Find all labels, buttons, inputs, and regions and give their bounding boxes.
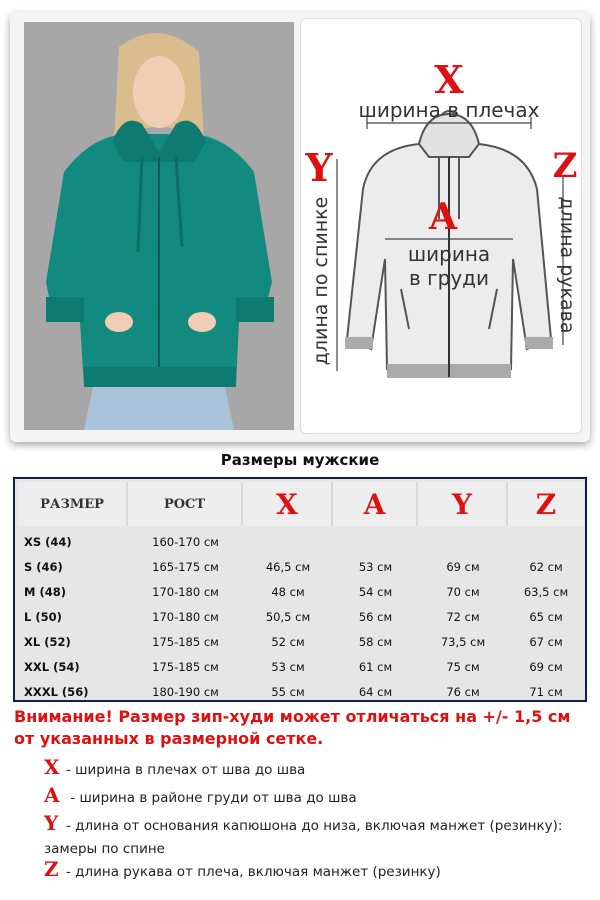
cell-z: 67 см xyxy=(529,634,563,649)
cell-height: 180-190 см xyxy=(152,684,219,699)
cell-z: 69 см xyxy=(529,659,563,674)
table-row xyxy=(18,629,584,654)
header-y: Y xyxy=(418,482,508,526)
diagram-back-length: длина по спинке xyxy=(310,196,332,366)
table-row xyxy=(18,604,584,629)
cell-a: 53 см xyxy=(358,559,393,574)
cell-y: 76 см xyxy=(446,684,480,699)
cell-a: 61 см xyxy=(358,659,393,674)
cell-size: M (48) xyxy=(24,584,66,599)
header-x: X xyxy=(243,482,333,526)
legend-letter: Y xyxy=(44,811,59,835)
diagram-label-a: A xyxy=(429,196,457,238)
cell-height: 160-170 см xyxy=(152,534,219,549)
size-table-title: Размеры мужские xyxy=(220,451,380,469)
cell-y: 70 см xyxy=(446,584,480,599)
model-photo xyxy=(24,22,294,430)
diagram-shoulder-width: ширина в плечах xyxy=(358,98,540,122)
cell-a: 58 см xyxy=(358,634,393,649)
hoodie-model-illustration xyxy=(24,22,294,430)
cell-x: 48 см xyxy=(271,584,305,599)
header-size: РАЗМЕР xyxy=(18,482,128,526)
cell-y: 72 см xyxy=(446,609,480,624)
legend-letter: Z xyxy=(44,857,59,881)
legend-item-y xyxy=(44,812,564,861)
product-image-card xyxy=(10,12,590,442)
cell-size: XS (44) xyxy=(24,534,72,549)
cell-z: 62 см xyxy=(529,559,563,574)
header-a: A xyxy=(333,482,418,526)
table-row xyxy=(18,654,584,679)
legend-letter: X xyxy=(44,755,60,779)
cell-size: XL (52) xyxy=(24,634,71,649)
legend-text: - длина от основания капюшона до низа, включая манжет (резинку): замеры по спине xyxy=(44,818,563,857)
table-row xyxy=(18,579,584,604)
size-table-body xyxy=(18,529,584,704)
legend-item-x xyxy=(44,756,305,782)
diagram-label-x: X xyxy=(434,57,464,102)
cell-size: S (46) xyxy=(24,559,63,574)
size-table xyxy=(13,477,587,702)
diagram-sleeve-length: длина рукава xyxy=(556,196,578,334)
cell-z: 71 см xyxy=(529,684,563,699)
cell-a: 64 см xyxy=(358,684,393,699)
cell-height: 175-185 см xyxy=(152,659,219,674)
size-diagram xyxy=(300,18,582,434)
legend-item-a xyxy=(44,784,357,810)
table-row xyxy=(18,554,584,579)
legend-text: - ширина в районе груди от шва до шва xyxy=(66,790,357,806)
table-row xyxy=(18,679,584,704)
cell-height: 175-185 см xyxy=(152,634,219,649)
header-z: Z xyxy=(535,487,557,521)
cell-x: 52 см xyxy=(271,634,305,649)
cell-size: XXXL (56) xyxy=(24,684,89,699)
table-row xyxy=(18,529,584,554)
cell-z: 65 см xyxy=(529,609,563,624)
legend-text: - ширина в плечах от шва до шва xyxy=(66,762,306,778)
cell-z: 63,5 см xyxy=(523,584,569,599)
header-height: РОСТ xyxy=(128,482,243,526)
hoodie-measurement-diagram xyxy=(301,19,583,435)
cell-y: 73,5 см xyxy=(440,634,486,649)
cell-x: 50,5 см xyxy=(265,609,311,624)
cell-size: XXL (54) xyxy=(24,659,80,674)
cell-height: 170-180 см xyxy=(152,584,219,599)
cell-x: 55 см xyxy=(271,684,305,699)
legend-text: - длина рукава от плеча, включая манжет (резинку) xyxy=(66,864,441,880)
cell-a: 56 см xyxy=(358,609,393,624)
diagram-chest-width-line2: в груди xyxy=(408,266,490,290)
cell-size: L (50) xyxy=(24,609,62,624)
cell-height: 170-180 см xyxy=(152,609,219,624)
legend-letter: A xyxy=(44,783,60,807)
size-table-header xyxy=(18,482,584,526)
cell-y: 69 см xyxy=(446,559,480,574)
cell-y: 75 см xyxy=(446,659,480,674)
size-warning: Внимание! Размер зип-худи может отличаться на +/- 1,5 см от указанных в размерной сетке. xyxy=(14,707,571,748)
cell-x: 53 см xyxy=(271,659,305,674)
cell-a: 54 см xyxy=(358,584,393,599)
legend-item-z xyxy=(44,858,441,884)
diagram-label-y: Y xyxy=(305,145,333,190)
cell-height: 165-175 см xyxy=(152,559,219,574)
diagram-chest-width-line1: ширина xyxy=(407,242,491,266)
cell-x: 46,5 см xyxy=(265,559,311,574)
diagram-label-z: Z xyxy=(552,146,578,186)
